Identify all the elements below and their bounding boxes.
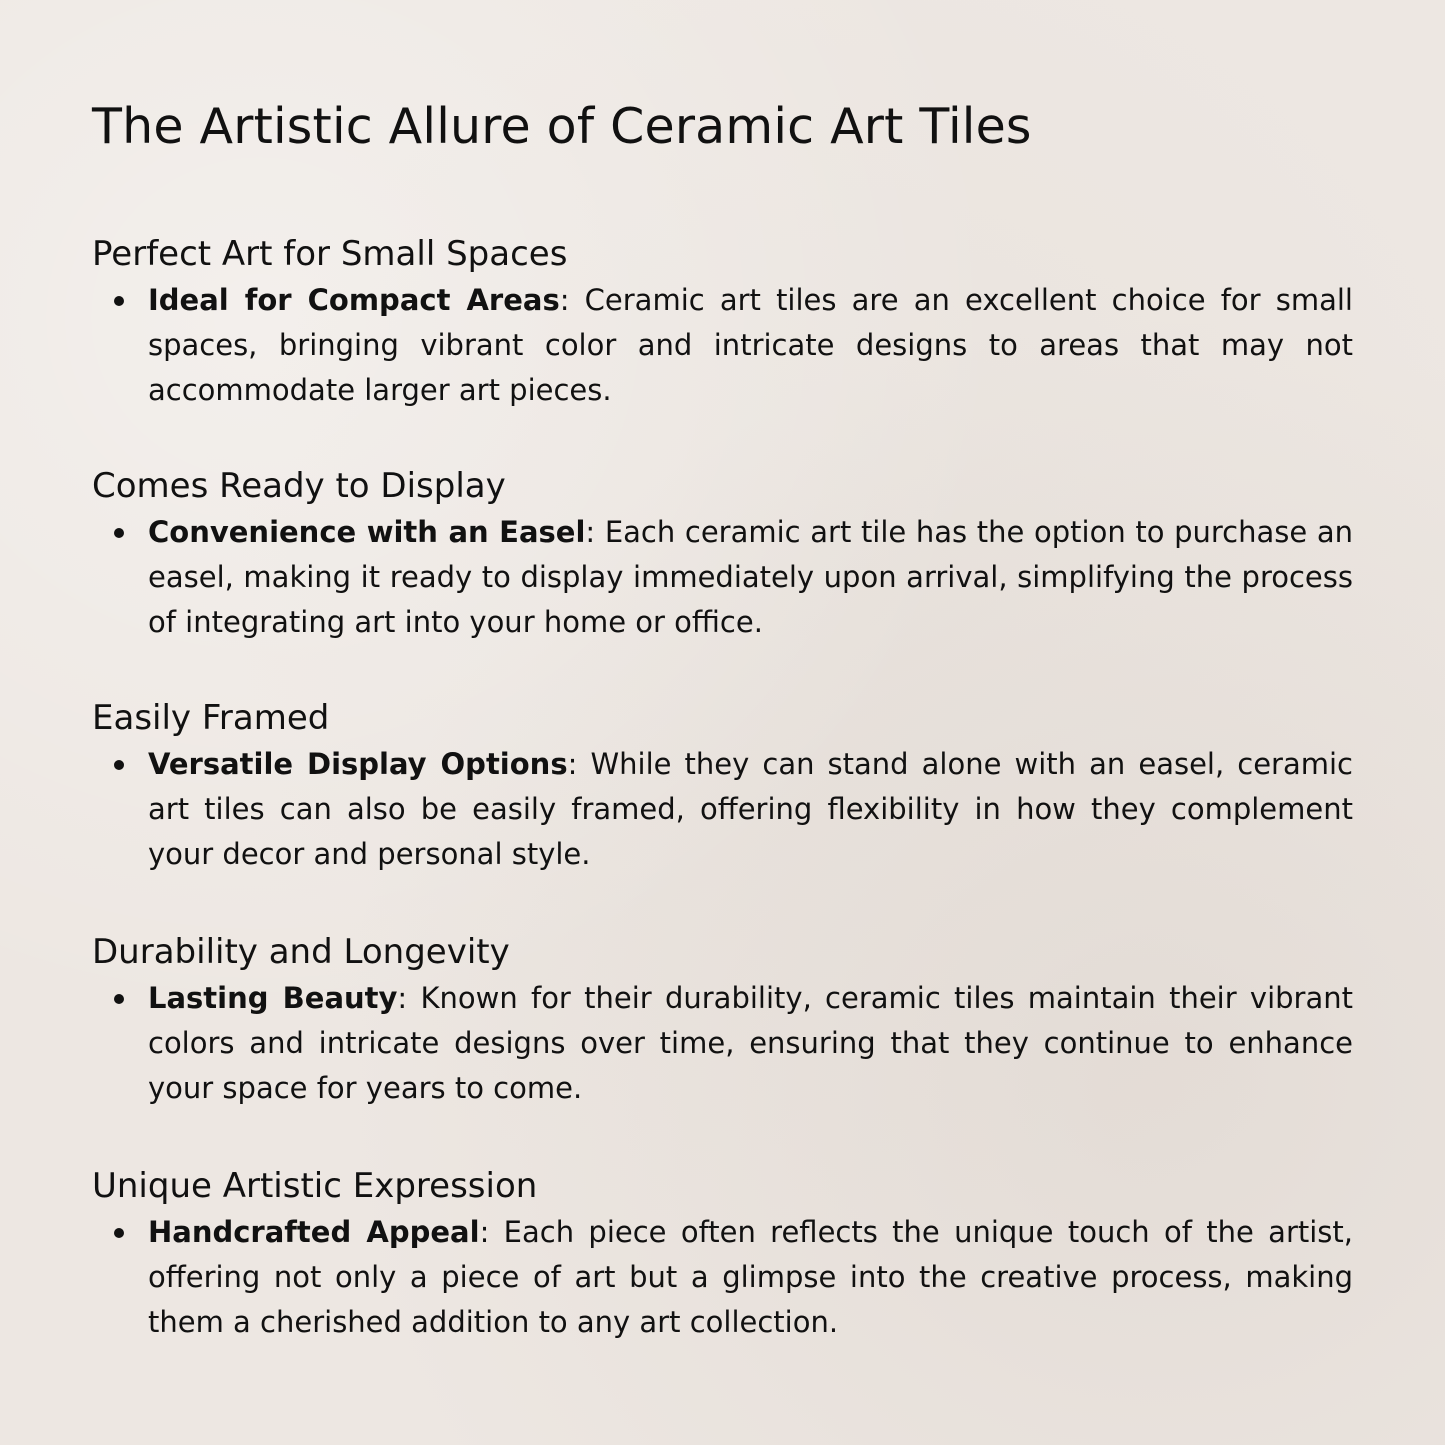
list-item — [92, 1210, 1353, 1345]
bullet-separator: : — [585, 515, 596, 549]
bullet-list — [92, 742, 1353, 877]
list-item — [92, 510, 1353, 645]
bullet-list — [92, 1210, 1353, 1345]
section-heading: Durability and Longevity — [92, 932, 510, 972]
bullet-separator: : — [567, 747, 578, 781]
bullet-dot-icon — [114, 994, 124, 1004]
bullet-dot-icon — [114, 1228, 124, 1238]
bullet-separator: : — [559, 283, 570, 317]
section-unique-expression — [92, 1164, 1353, 1345]
bullet-term: Convenience with an Easel — [148, 515, 586, 549]
bullet-term: Ideal for Compact Areas — [148, 283, 560, 317]
bullet-dot-icon — [114, 296, 124, 306]
page-title: The Artistic Allure of Ceramic Art Tiles — [92, 98, 1032, 155]
bullet-text: Each ceramic art tile has the option to purchase an easel, making it ready to display immediately upon arrival, simplifying the process of integrating art into your home or office. — [148, 515, 1353, 639]
section-durability — [92, 930, 1353, 1111]
bullet-text: Each piece often reflects the unique touch of the artist, offering not only a piece of art but a glimpse into the creative process, making them a cherished addition to any art collection. — [148, 1215, 1354, 1339]
bullet-dot-icon — [114, 760, 124, 770]
list-item — [92, 976, 1353, 1111]
bullet-term: Lasting Beauty — [148, 981, 398, 1015]
section-easily-framed — [92, 696, 1353, 877]
list-item — [92, 278, 1353, 413]
bullet-term: Versatile Display Options — [148, 747, 568, 781]
bullet-list — [92, 510, 1353, 645]
bullet-text: Ceramic art tiles are an excellent choice for small spaces, bringing vibrant color and intricate designs to areas that may not accommodate larger art pieces. — [148, 283, 1353, 407]
bullet-separator: : — [397, 981, 408, 1015]
section-ready-to-display — [92, 464, 1353, 645]
section-heading: Comes Ready to Display — [92, 466, 506, 506]
list-item — [92, 742, 1353, 877]
bullet-dot-icon — [114, 528, 124, 538]
section-heading: Unique Artistic Expression — [92, 1166, 538, 1206]
bullet-term: Handcrafted Appeal — [148, 1215, 480, 1249]
bullet-list — [92, 278, 1353, 413]
bullet-separator: : — [479, 1215, 490, 1249]
bullet-list — [92, 976, 1353, 1111]
section-small-spaces — [92, 232, 1353, 413]
section-heading: Perfect Art for Small Spaces — [92, 234, 568, 274]
section-heading: Easily Framed — [92, 698, 330, 738]
bullet-text: While they can stand alone with an easel, ceramic art tiles can also be easily framed, offering flexibility in how they complement your decor and personal style. — [148, 747, 1353, 871]
bullet-text: Known for their durability, ceramic tiles maintain their vibrant colors and intricate designs over time, ensuring that they continue to enhance your space for years to come. — [148, 981, 1353, 1105]
